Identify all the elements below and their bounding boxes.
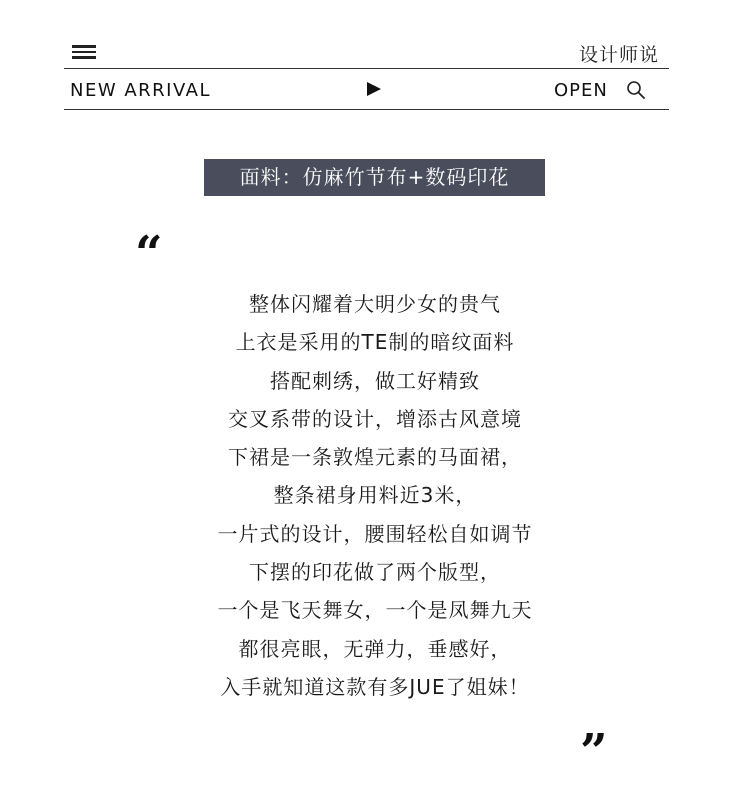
close-quote-mark: ” (580, 724, 608, 780)
top-bar (64, 36, 669, 69)
description-line: 交叉系带的设计，增添古风意境 (228, 406, 522, 431)
description-line: 整条裙身用料近3米， (273, 483, 477, 508)
description-line: 上衣是采用的TE制的暗纹面料 (235, 330, 515, 355)
search-icon[interactable] (626, 80, 646, 100)
fabric-banner: 面料：仿麻竹节布+数码印花 (204, 159, 545, 196)
description-line: 下摆的印花做了两个版型， (249, 560, 501, 585)
description-line: 一片式的设计，腰围轻松自如调节 (217, 521, 533, 546)
description-text (0, 285, 750, 706)
brand-title: 设计师说 (578, 44, 659, 66)
description-line: 一个是飞天舞女，一个是凤舞九天 (217, 598, 533, 623)
description-line: 搭配刺绣，做工好精致 (270, 368, 480, 393)
description-line: 整体闪耀着大明少女的贵气 (249, 292, 501, 316)
description-line: 下裙是一条敦煌元素的马面裙， (228, 445, 522, 470)
hamburger-menu-icon[interactable] (72, 45, 96, 59)
nav-open[interactable]: OPEN (554, 80, 608, 101)
description-line: 入手就知道这款有多JUE了姐妹！ (220, 674, 530, 699)
nav-new-arrival[interactable]: NEW ARRIVAL (70, 80, 211, 101)
nav-bar (64, 68, 669, 110)
open-quote-mark: “ (135, 226, 163, 282)
description-line: 都很亮眼，无弹力，垂感好， (238, 636, 512, 661)
play-icon[interactable] (367, 82, 381, 96)
